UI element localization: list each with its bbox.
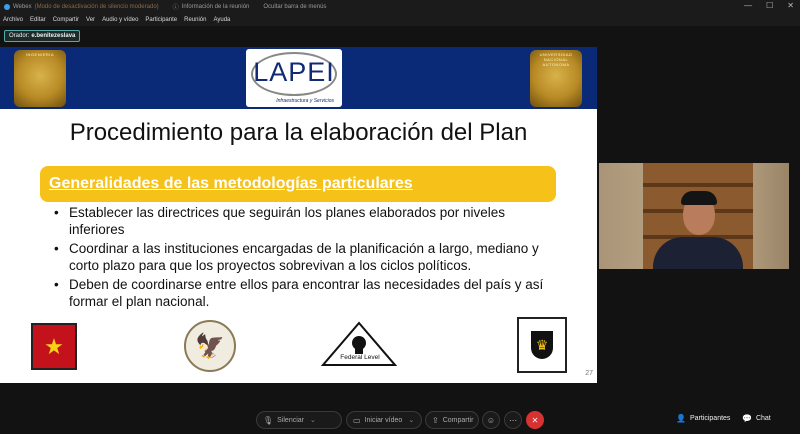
- subheading-box: [40, 166, 556, 202]
- bullet-item: • Coordinar a las instituciones encargadas de la planificación a largo, mediano y corto plazo para que los proyectos sobrevivan a los ciclos políticos.: [54, 240, 554, 274]
- app-mode-subtitle: (Modo de desactivación de silencio moderado): [34, 3, 159, 10]
- shared-slide: [0, 47, 597, 383]
- slide-banner: [0, 47, 597, 109]
- unam-seal-text: UNIVERSIDAD NACIONAL AUTONOMA: [539, 52, 573, 67]
- usa-seal-icon: 🦅: [184, 320, 236, 372]
- participant-video[interactable]: [599, 163, 789, 269]
- more-options-button[interactable]: ⋯: [504, 411, 522, 429]
- menu-compartir[interactable]: Compartir: [52, 16, 80, 23]
- meeting-info-label: Información de la reunión: [181, 3, 250, 10]
- engineering-seal-icon: [14, 50, 66, 107]
- slide-page-number: 27: [585, 370, 593, 377]
- meeting-toolbar: [0, 405, 800, 434]
- china-emblem-icon: ★: [31, 323, 77, 370]
- chat-button[interactable]: [742, 414, 771, 423]
- person-hair: [681, 191, 717, 205]
- participants-label: Participantes: [689, 415, 731, 422]
- camera-icon: ▭: [353, 415, 361, 425]
- menu-bar: [0, 13, 800, 26]
- menu-editar[interactable]: Editar: [30, 16, 46, 23]
- menu-ver[interactable]: Ver: [86, 16, 96, 23]
- menu-archivo[interactable]: Archivo: [3, 16, 24, 23]
- slide-title: Procedimiento para la elaboración del Plan: [69, 119, 528, 146]
- unam-seal-icon: [530, 50, 582, 107]
- hide-menu-bar-label: Ocultar barra de menús: [263, 3, 327, 10]
- menu-reunion[interactable]: Reunión: [184, 16, 207, 23]
- webex-logo-icon: [4, 4, 10, 10]
- lapei-logo: [246, 49, 342, 107]
- share-icon: ⇪: [432, 415, 439, 425]
- menu-audio-video[interactable]: Audio y vídeo: [102, 16, 139, 23]
- subheading-text: Generalidades de las metodologías particulares: [49, 175, 413, 192]
- participants-button[interactable]: [676, 414, 730, 423]
- chat-label: Chat: [755, 415, 771, 422]
- belgium-emblem-icon: ♛: [517, 317, 567, 373]
- menu-participante[interactable]: Participante: [145, 16, 178, 23]
- maximize-icon[interactable]: ☐: [766, 1, 774, 10]
- bullet-item: • Deben de coordinarse entre ellos para encontrar las necesidades del país y así formar el plan nacional.: [54, 276, 554, 310]
- end-call-button[interactable]: ✕: [526, 411, 544, 429]
- close-icon[interactable]: ✕: [787, 1, 794, 10]
- speaker-label: Orador:: [9, 33, 30, 39]
- title-bar: [0, 0, 800, 13]
- chevron-down-icon[interactable]: ⌄: [408, 417, 415, 424]
- logo-subtitle: Infraestructura y Servicios: [276, 98, 334, 104]
- share-button[interactable]: [425, 411, 479, 429]
- microphone-icon: 🎙: [263, 415, 274, 425]
- app-name: Webex: [13, 3, 32, 10]
- info-icon: ⓘ: [172, 5, 179, 11]
- chat-icon: 💬: [742, 414, 752, 423]
- mute-label: Silenciar: [277, 416, 305, 424]
- reactions-button[interactable]: ☺: [482, 411, 500, 429]
- start-video-button[interactable]: [346, 411, 422, 429]
- start-video-label: Iniciar vídeo: [364, 416, 403, 424]
- participants-icon: 👤: [676, 414, 686, 423]
- window-controls: [744, 1, 794, 10]
- person-body: [653, 237, 743, 269]
- app-title: [0, 4, 159, 10]
- mute-button[interactable]: [256, 411, 342, 429]
- shelf-board: [643, 183, 753, 187]
- bullet-item: • Establecer las directrices que seguirán los planes elaborados por niveles inferiores: [54, 204, 554, 238]
- chevron-down-icon[interactable]: ⌄: [310, 417, 316, 424]
- speaker-badge: [4, 30, 80, 42]
- bullet-list: [54, 204, 554, 312]
- share-label: Compartir: [442, 416, 474, 424]
- minimize-icon[interactable]: —: [744, 1, 753, 10]
- logo-word: LAPEI: [253, 57, 335, 87]
- menu-ayuda[interactable]: Ayuda: [213, 16, 231, 23]
- hide-menu-bar-button[interactable]: [263, 4, 326, 10]
- meeting-info-button[interactable]: [173, 2, 250, 11]
- engineering-seal-text: INGENIERIA: [25, 52, 55, 57]
- speaker-name: e.benitezeslava: [31, 33, 76, 39]
- federal-level-label: Federal Level: [340, 354, 380, 361]
